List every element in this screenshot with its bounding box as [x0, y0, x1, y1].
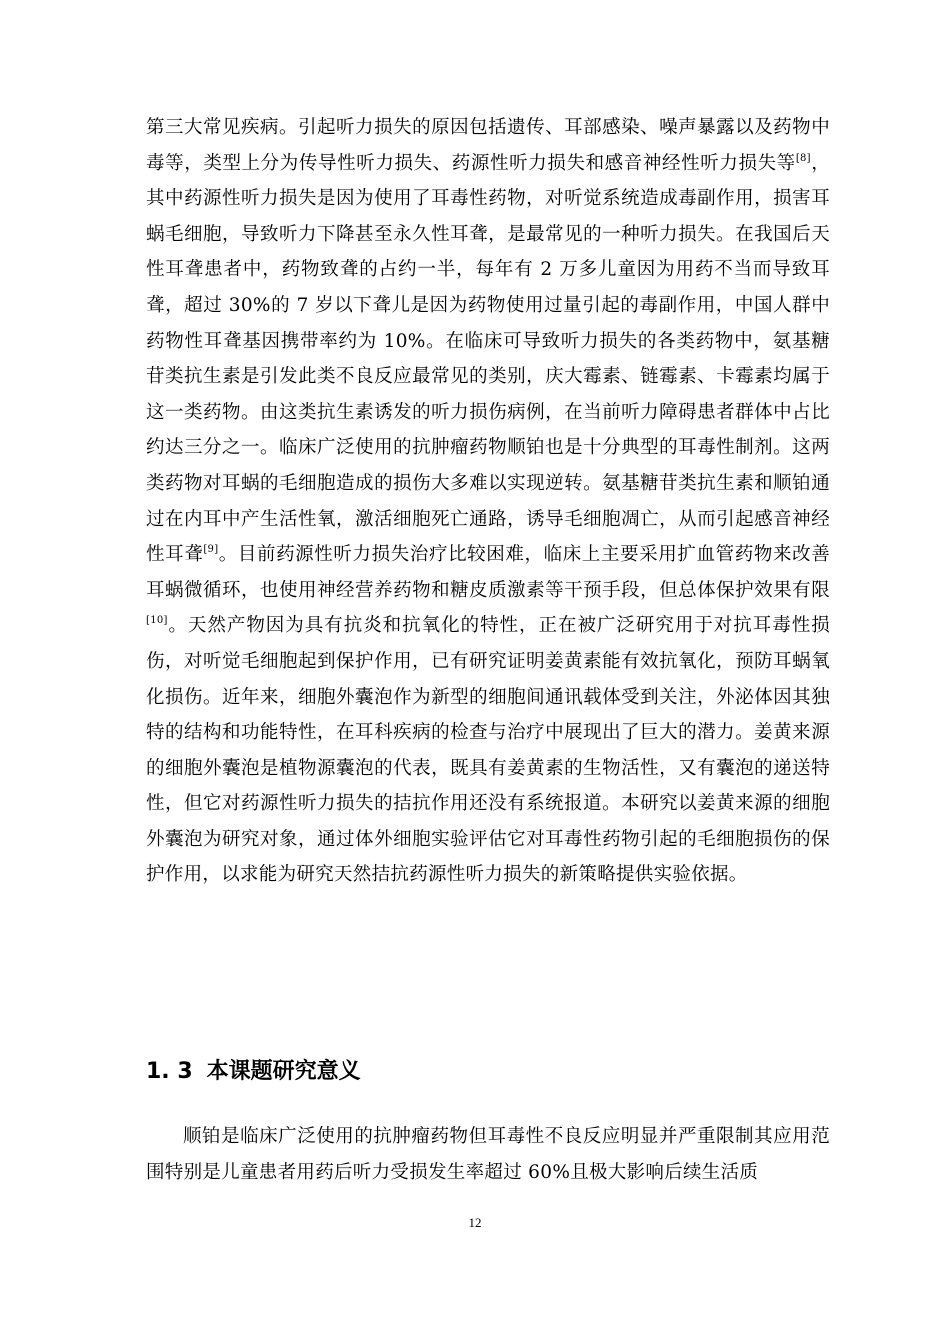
- body-paragraph: [146, 1119, 830, 1190]
- page-number: 12: [468, 1215, 482, 1230]
- section-heading: [146, 1056, 361, 1088]
- paragraph-text: ，其中药源性听力损失是因为使用了耳毒性药物，对听觉系统造成毒副作用，损害耳蜗毛细胞，导致听力下降甚至永久性耳聋，是最常见的一种听力损失。在我国后天性耳聋患者中，药物致聋的占约一半，每年有 2 万多儿童因为用药不当而导致耳聋，超过 30%的 7 岁以下聋儿是因为药物使用过量引起的毒副作用，中国人群中药物性耳聋基因携带率约为 10%。在临床可导致听力损失的各类药物中，氨基糖苷类抗生素是引发此类不良反应最常见的类别，庆大霉素、链霉素、卡霉素均属于这一类药物。由这类抗生素诱发的听力损伤病例，在当前听力障碍患者群体中占比约达三分之一。临床广泛使用的抗肿瘤药物顺铂也是十分典型的耳毒性制剂。这两类药物对耳蜗的毛细胞造成的损伤大多难以实现逆转。氨基糖苷类抗生素和顺铂通过在内耳中产生活性氧，激活细胞死亡通路，诱导毛细胞凋亡，从而引起感音神经性耳聋: [146, 152, 831, 566]
- citation-10: [10]: [146, 615, 168, 627]
- section-title: 本课题研究意义: [206, 1059, 361, 1084]
- paragraph-text: 。天然产物因为具有抗炎和抗氧化的特性，正在被广泛研究用于对抗耳毒性损伤，对听觉毛细胞起到保护作用，已有研究证明姜黄素能有效抗氧化，预防耳蜗氧化损伤。近年来，细胞外囊泡作为新型的细胞间通讯载体受到关注，外泌体因其独特的结构和功能特性，在耳科疾病的检查与治疗中展现出了巨大的潜力。姜黄来源的细胞外囊泡是植物源囊泡的代表，既具有姜黄素的生物活性，又有囊泡的递送特性，但它对药源性听力损失的拮抗作用还没有系统报道。本研究以姜黄来源的细胞外囊泡为研究对象，通过体外细胞实验评估它对耳毒性药物引起的毛细胞损伤的保护作用，以求能为研究天然拮抗药源性听力损失的新策略提供实验依据。: [146, 615, 830, 886]
- citation-8: [8]: [795, 152, 811, 164]
- paragraph-text: 第三大常见疾病。引起听力损失的原因包括遗传、耳部感染、噪声暴露以及药物中毒等，类型上分为传导性听力损失、药源性听力损失和感音神经性听力损失等: [146, 117, 830, 174]
- citation-9: [9]: [203, 544, 219, 556]
- section-number: 1. 3: [146, 1059, 193, 1084]
- paragraph-text: 顺铂是临床广泛使用的抗肿瘤药物但耳毒性不良反应明显并严重限制其应用范围特别是儿童患者用药后听力受损发生率超过 60%且极大影响后续生活质: [146, 1126, 830, 1183]
- paragraph-text: 。目前药源性听力损失治疗比较困难，临床上主要采用扩血管药物来改善耳蜗微循环，也使用神经营养药物和糖皮质激素等干预手段，但总体保护效果有限: [146, 544, 830, 601]
- body-paragraph: [146, 110, 830, 893]
